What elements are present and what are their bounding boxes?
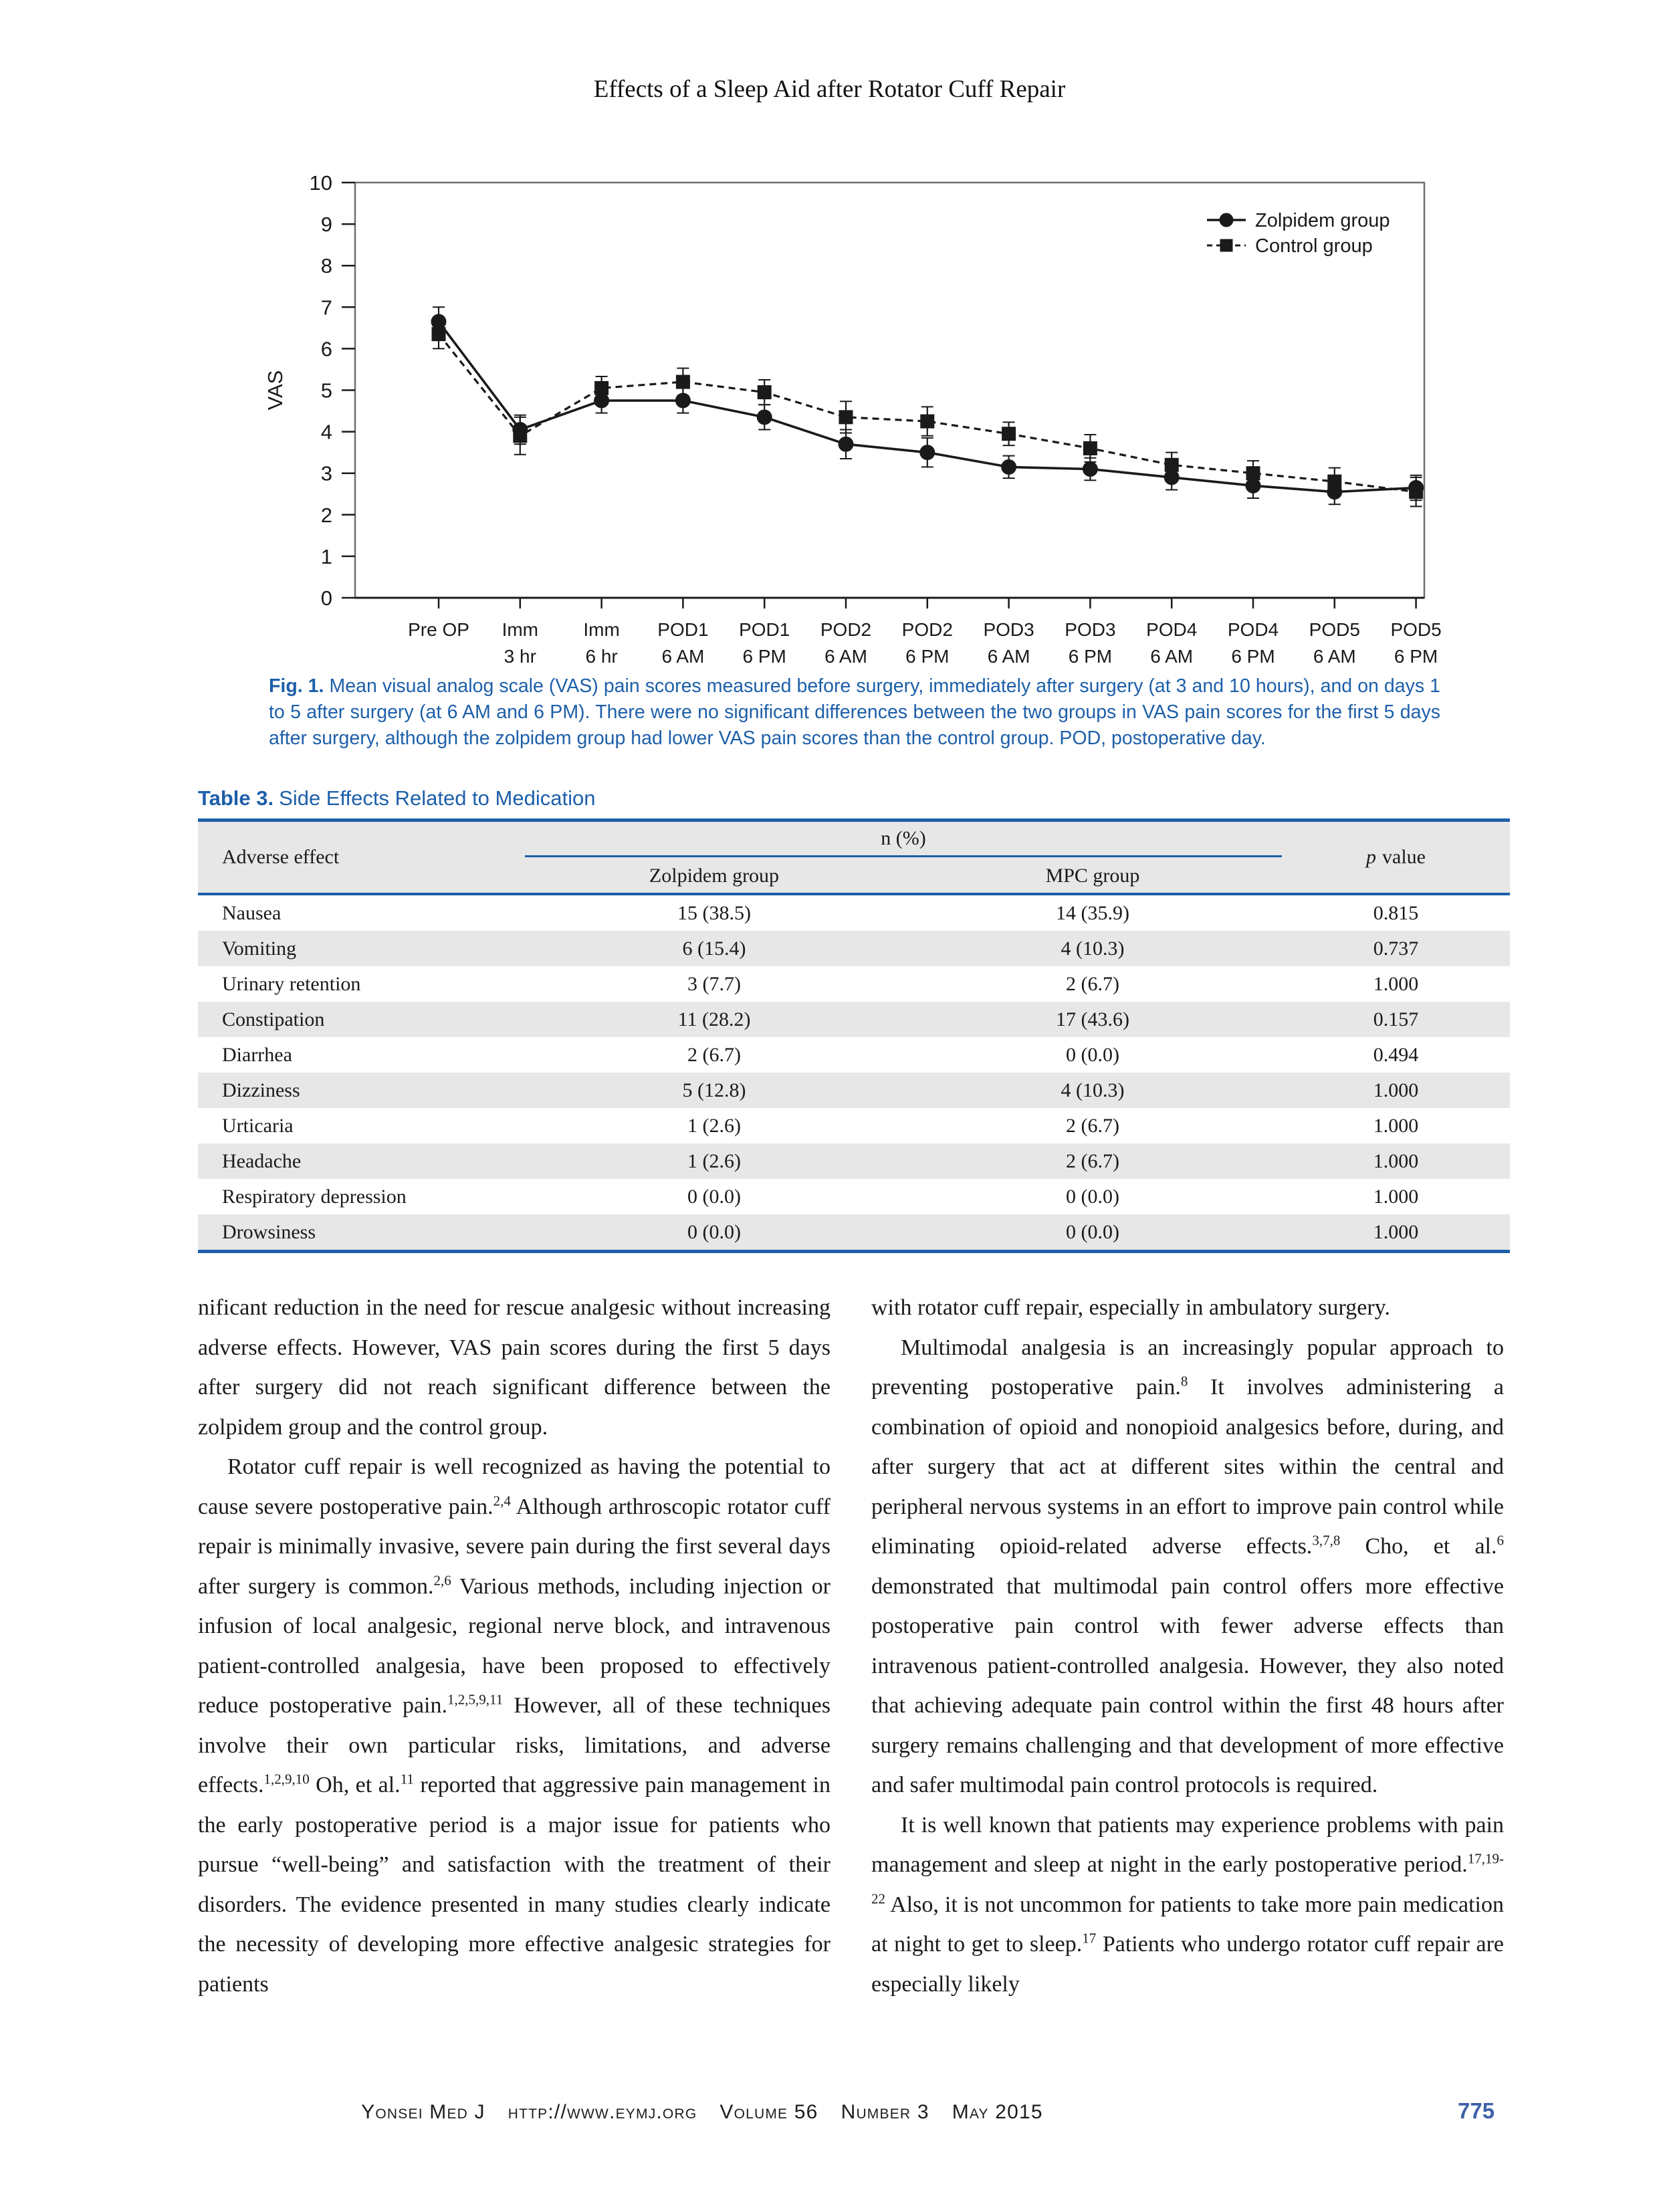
cell-value: 2 (6.7) xyxy=(1066,1149,1119,1172)
vas-line-chart xyxy=(254,169,1471,667)
cell-value: 1 (2.6) xyxy=(687,1149,741,1172)
svg-text:POD5: POD5 xyxy=(1390,619,1442,640)
paragraph xyxy=(871,1288,1504,1328)
svg-text:POD5: POD5 xyxy=(1309,619,1360,640)
table-row xyxy=(198,1214,1510,1250)
footer-segment: Volume 56 xyxy=(720,2101,818,2123)
row-label: Diarrhea xyxy=(222,1043,292,1066)
table-row xyxy=(198,895,1510,931)
text-run: Rotator cuff repair is well recognized as having the potential to cause severe postoperative pain. xyxy=(198,1454,831,1519)
text-run: Also, it is not uncommon for patients to take more pain medication at night to get to sleep. xyxy=(871,1892,1504,1957)
cell-value: 14 (35.9) xyxy=(1056,901,1129,924)
figure-caption-text: Mean visual analog scale (VAS) pain scores measured before surgery, immediately after surgery (at 3 and 10 hours), and on days 1 to 5 after surgery (at 6 AM and 6 PM). There were no significant differences between the two groups in VAS pain scores for the first 5 days after surgery, although the zolpidem group had lower VAS pain scores than the control group. POD, postoperative day. xyxy=(269,675,1441,749)
cell-value: 0.157 xyxy=(1373,1008,1419,1030)
row-label: Drowsiness xyxy=(222,1220,316,1243)
footer-segment: Yonsei Med J xyxy=(361,2101,485,2123)
cell-value: 1.000 xyxy=(1373,1079,1419,1101)
row-label: Headache xyxy=(222,1149,302,1172)
svg-text:5: 5 xyxy=(320,378,332,403)
footer-journal-line xyxy=(0,2101,1404,2124)
svg-text:6 PM: 6 PM xyxy=(1231,646,1275,667)
figure-caption-label: Fig. 1. xyxy=(269,675,324,697)
row-label: Respiratory depression xyxy=(222,1185,407,1208)
cell-value: 1.000 xyxy=(1373,1149,1419,1172)
col-group-header-n-percent: n (%) xyxy=(525,822,1282,857)
figure-1 xyxy=(254,169,1478,752)
svg-text:6: 6 xyxy=(320,337,332,361)
svg-text:4: 4 xyxy=(320,420,332,444)
cell-value: 0.815 xyxy=(1373,901,1419,924)
row-label: Constipation xyxy=(222,1008,325,1030)
col-header-adverse-effect: Adverse effect xyxy=(222,846,340,868)
citation-superscript: 17 xyxy=(1082,1930,1097,1947)
cell-value: 15 (38.5) xyxy=(677,901,751,924)
table-title xyxy=(198,786,595,810)
footer-segment: http://www.eymj.org xyxy=(508,2101,697,2123)
col-header-p-value xyxy=(1282,822,1510,893)
svg-text:10: 10 xyxy=(309,171,332,195)
cell-value: 0 (0.0) xyxy=(1066,1185,1119,1208)
table-header xyxy=(198,822,1510,895)
row-label: Urticaria xyxy=(222,1114,294,1137)
cell-value: 6 (15.4) xyxy=(682,937,746,960)
svg-text:POD4: POD4 xyxy=(1227,619,1279,640)
svg-text:6 AM: 6 AM xyxy=(1150,646,1194,667)
svg-text:6 AM: 6 AM xyxy=(1313,646,1356,667)
svg-text:6 AM: 6 AM xyxy=(987,646,1030,667)
table-row xyxy=(198,1108,1510,1143)
cell-value: 0.737 xyxy=(1373,937,1419,960)
svg-text:Imm: Imm xyxy=(502,619,539,640)
cell-value: 1 (2.6) xyxy=(687,1114,741,1137)
table-row xyxy=(198,1002,1510,1037)
text-run: nificant reduction in the need for rescue analgesic without increasing adverse effects. However, VAS pain scores during the first 5 days after surgery did not reach significant difference between the zolpidem group and the control group. xyxy=(198,1295,831,1440)
citation-superscript: 2,4 xyxy=(493,1492,511,1509)
citation-superscript: 8 xyxy=(1180,1373,1188,1390)
text-run: It involves administering a combination of opioid and nonopioid analgesics before, during, and after surgery that act at different sites within the central and peripheral nervous systems in an effort to improve pain control while eliminating opioid-related adverse effects. xyxy=(871,1375,1504,1559)
cell-value: 1.000 xyxy=(1373,972,1419,995)
running-head: Effects of a Sleep Aid after Rotator Cuff Repair xyxy=(593,76,1066,103)
page-number: 775 xyxy=(1458,2098,1495,2123)
text-run: It is well known that patients may experience problems with pain management and sleep at night in the early postoperative period. xyxy=(871,1812,1504,1877)
cell-value: 2 (6.7) xyxy=(1066,1114,1119,1137)
paragraph xyxy=(871,1805,1504,2005)
text-run: Although arthroscopic rotator cuff repair is minimally invasive, severe pain during the first several days after surgery is common. xyxy=(198,1494,831,1599)
svg-text:POD1: POD1 xyxy=(739,619,790,640)
svg-text:9: 9 xyxy=(320,213,332,237)
svg-text:6 PM: 6 PM xyxy=(1068,646,1113,667)
svg-text:6 AM: 6 AM xyxy=(661,646,705,667)
cell-value: 11 (28.2) xyxy=(677,1008,751,1030)
svg-text:6 hr: 6 hr xyxy=(585,646,618,667)
text-run: Multimodal analgesia is an increasingly popular approach to preventing postoperative pain. xyxy=(871,1335,1504,1400)
svg-text:POD3: POD3 xyxy=(983,619,1034,640)
svg-text:POD2: POD2 xyxy=(820,619,872,640)
text-run: with rotator cuff repair, especially in ambulatory surgery. xyxy=(871,1295,1390,1320)
p-word: value xyxy=(1382,846,1426,868)
col-header-zolpidem-group: Zolpidem group xyxy=(649,865,780,887)
cell-value: 1.000 xyxy=(1373,1114,1419,1137)
svg-text:POD1: POD1 xyxy=(657,619,709,640)
svg-text:1: 1 xyxy=(320,544,332,568)
text-run: Oh, et al. xyxy=(309,1773,401,1797)
table-row xyxy=(198,966,1510,1002)
svg-text:6 AM: 6 AM xyxy=(824,646,867,667)
svg-text:POD4: POD4 xyxy=(1146,619,1198,640)
svg-text:7: 7 xyxy=(320,296,332,320)
footer-segment: May 2015 xyxy=(952,2101,1043,2123)
table-row xyxy=(198,1179,1510,1214)
citation-superscript: 17,19-22 xyxy=(871,1850,1504,1907)
figure-caption xyxy=(269,673,1440,752)
cell-value: 0 (0.0) xyxy=(1066,1220,1119,1243)
svg-text:8: 8 xyxy=(320,254,332,278)
svg-text:Control group: Control group xyxy=(1255,235,1373,257)
text-run: reported that aggressive pain management in the early postoperative period is a major issue for patients who pursue “well-being” and satisfaction with the treatment of their disorders. The evidence presented in many studies clearly indicate the necessity of developing more effective analgesic strategies for patients xyxy=(198,1773,831,1997)
body-column-right xyxy=(871,1288,1504,2004)
svg-text:Imm: Imm xyxy=(583,619,620,640)
cell-value: 0 (0.0) xyxy=(1066,1043,1119,1066)
svg-text:Zolpidem group: Zolpidem group xyxy=(1255,210,1390,231)
row-label: Nausea xyxy=(222,901,282,924)
cell-value: 5 (12.8) xyxy=(682,1079,746,1101)
cell-value: 4 (10.3) xyxy=(1061,1079,1125,1101)
table-row xyxy=(198,931,1510,966)
svg-text:6 PM: 6 PM xyxy=(1394,646,1438,667)
cell-value: 3 (7.7) xyxy=(687,972,741,995)
cell-value: 2 (6.7) xyxy=(1066,972,1119,995)
table-row xyxy=(198,1073,1510,1108)
text-run: Patients who undergo rotator cuff repair are especially likely xyxy=(871,1932,1504,1997)
svg-text:3: 3 xyxy=(320,461,332,485)
row-label: Urinary retention xyxy=(222,972,361,995)
col-header-mpc-group: MPC group xyxy=(1045,865,1140,887)
text-run: demonstrated that multimodal pain control offers more effective postoperative pain control with fewer adverse effects than intravenous patient-controlled analgesia. However, they also noted that achieving adequate pain control within the first 48 hours after surgery remains challenging and that development of more effective and safer multimodal pain control protocols is required. xyxy=(871,1573,1504,1797)
cell-value: 4 (10.3) xyxy=(1061,937,1125,960)
citation-superscript: 11 xyxy=(400,1771,414,1787)
citation-superscript: 2,6 xyxy=(433,1572,451,1589)
svg-text:VAS: VAS xyxy=(263,370,287,411)
body-column-left xyxy=(198,1288,831,2004)
svg-text:POD3: POD3 xyxy=(1065,619,1116,640)
svg-text:6 PM: 6 PM xyxy=(905,646,950,667)
cell-value: 0 (0.0) xyxy=(687,1220,741,1243)
paragraph xyxy=(198,1288,831,1447)
row-label: Vomiting xyxy=(222,937,297,960)
citation-superscript: 1,2,5,9,11 xyxy=(447,1691,504,1708)
svg-text:3 hr: 3 hr xyxy=(504,646,536,667)
footer-segment: Number 3 xyxy=(841,2101,929,2123)
cell-value: 2 (6.7) xyxy=(687,1043,741,1066)
text-run: Cho, et al. xyxy=(1340,1534,1497,1559)
svg-text:6 PM: 6 PM xyxy=(742,646,786,667)
table-row xyxy=(198,1037,1510,1073)
text-run: However, all of these techniques involve their own particular risks, limitations, and adverse effects. xyxy=(198,1693,831,1797)
paragraph xyxy=(198,1447,831,2004)
cell-value: 1.000 xyxy=(1373,1185,1419,1208)
table-body xyxy=(198,895,1510,1250)
svg-text:0: 0 xyxy=(320,586,332,610)
cell-value: 17 (43.6) xyxy=(1056,1008,1129,1030)
citation-superscript: 6 xyxy=(1497,1532,1504,1549)
citation-superscript: 1,2,9,10 xyxy=(263,1771,310,1787)
table-title-label: Table 3. xyxy=(198,786,274,810)
p-symbol: p xyxy=(1366,846,1377,868)
svg-text:2: 2 xyxy=(320,503,332,527)
text-run: Various methods, including injection or infusion of local analgesic, regional nerve block, and intravenous patient-controlled analgesia, have been proposed to effectively reduce postoperative pain. xyxy=(198,1573,831,1718)
citation-superscript: 3,7,8 xyxy=(1312,1532,1341,1549)
svg-text:Pre OP: Pre OP xyxy=(408,619,469,640)
cell-value: 1.000 xyxy=(1373,1220,1419,1243)
cell-value: 0.494 xyxy=(1373,1043,1419,1066)
cell-value: 0 (0.0) xyxy=(687,1185,741,1208)
svg-text:POD2: POD2 xyxy=(901,619,953,640)
side-effects-table xyxy=(198,818,1510,1253)
table-title-text: Side Effects Related to Medication xyxy=(279,786,596,810)
table-row xyxy=(198,1143,1510,1179)
paragraph xyxy=(871,1328,1504,1805)
row-label: Dizziness xyxy=(222,1079,300,1101)
